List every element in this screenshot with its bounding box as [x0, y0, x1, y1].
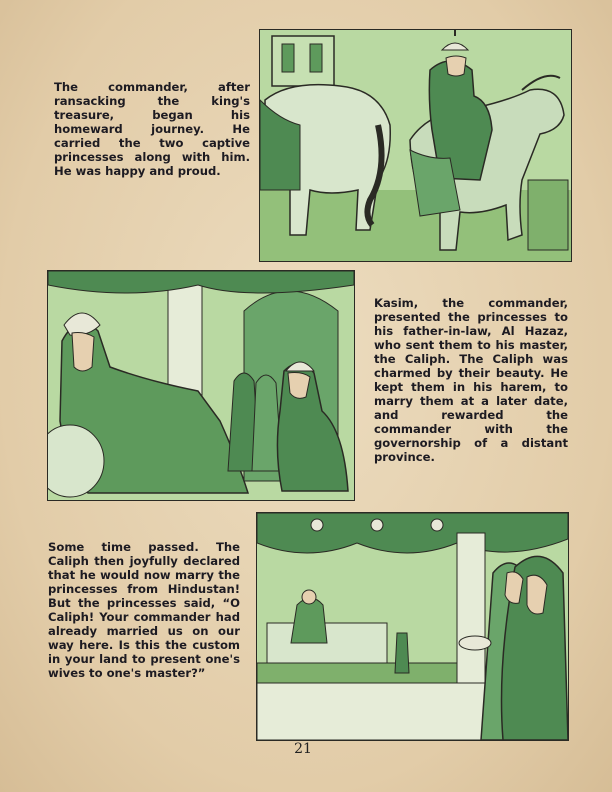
- illustration-caliph-court: [48, 271, 354, 500]
- panel-caliph-presentation: [47, 270, 355, 501]
- illustration-commander-elephant: [260, 30, 571, 261]
- page-number: 21: [294, 741, 312, 757]
- panel-commander-riding: [259, 29, 572, 262]
- caption-panel-3: Some time passed. The Caliph then joyfully declared that he would now marry the princesses from Hindustan! But the princesses said, “O Caliph! Your commander had already married us on our way here. Is this the custom in your land to present one's wives to one's master?”: [48, 540, 240, 680]
- illustration-princesses-caliph: [257, 513, 568, 740]
- caption-panel-1: The commander, after ransacking the king's treasure, began his homeward journey. He carried the two captive princesses along with him. He was happy and proud.: [54, 80, 250, 178]
- panel-princesses-speak: [256, 512, 569, 741]
- caption-panel-2: Kasim, the commander, presented the princesses to his father-in-law, Al Hazaz, who sent them to his master, the Caliph. The Caliph was charmed by their beauty. He kept them in his harem, to marry them at a later date, and rewarded the commander with the governorship of a distant province.: [374, 296, 568, 464]
